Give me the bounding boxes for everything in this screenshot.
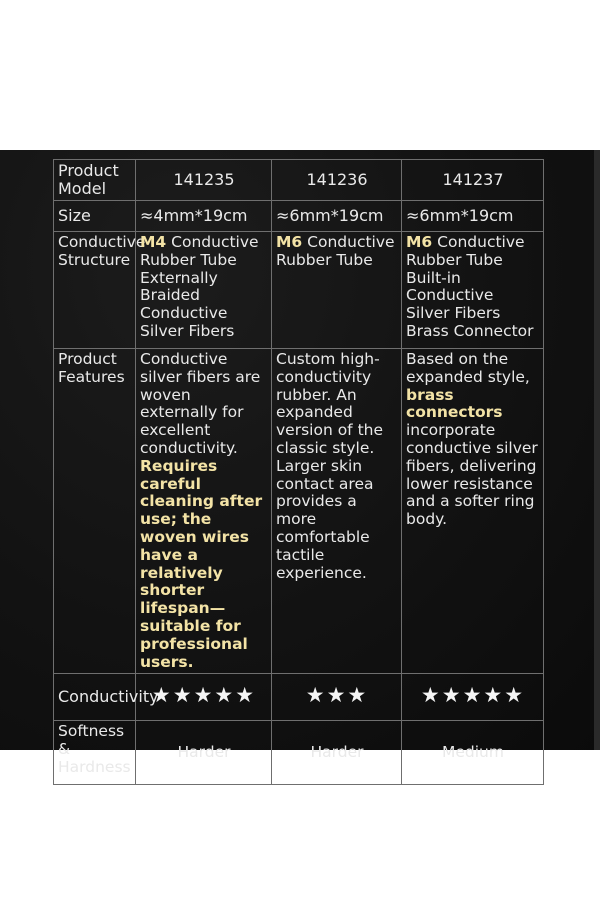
size-value: ≈6mm*19cm [402, 201, 544, 232]
size-value: ≈4mm*19cm [136, 201, 272, 232]
table-row [54, 349, 544, 674]
row-label-product-model: Product Model [54, 160, 136, 201]
structure-cell [272, 232, 402, 349]
table-row [54, 232, 544, 349]
row-label-softness: Softness & Hardness [54, 721, 136, 785]
features-text: Based on the expanded style, [406, 350, 530, 386]
conductivity-stars [272, 674, 402, 721]
structure-text: Conductive Rubber Tube Built-in Conductive Silver Fibers Brass Connector [406, 233, 534, 340]
row-label-conductivity: Conductivity [54, 674, 136, 721]
features-text: Conductive silver fibers are woven externally for excellent conductivity. [140, 350, 261, 457]
model-141235: 141235 [136, 160, 272, 201]
conductivity-stars [402, 674, 544, 721]
product-comparison-table [53, 159, 544, 785]
table-row [54, 160, 544, 201]
table-row [54, 721, 544, 785]
structure-cell [136, 232, 272, 349]
structure-cell [402, 232, 544, 349]
conductivity-stars [136, 674, 272, 721]
model-141237: 141237 [402, 160, 544, 201]
table-row [54, 674, 544, 721]
features-text: Custom high-conductivity rubber. An expanded version of the classic style. Larger skin contact area provides a more comfortable tactile experience. [276, 350, 384, 582]
row-label-conductive-structure: Conductive Structure [54, 232, 136, 349]
structure-highlight: M6 [276, 233, 303, 251]
star-icon: ★★★★★ [420, 683, 526, 708]
row-label-size: Size [54, 201, 136, 232]
structure-text: Conductive Rubber Tube [276, 233, 395, 269]
structure-text: Conductive Rubber Tube Externally Braided Conductive Silver Fibers [140, 233, 259, 340]
model-141236: 141236 [272, 160, 402, 201]
features-cell [402, 349, 544, 674]
structure-highlight: M4 [140, 233, 167, 251]
structure-highlight: M6 [406, 233, 433, 251]
star-icon: ★★★★★ [151, 683, 257, 708]
features-warning: Requires careful cleaning after use; the woven wires have a relatively shorter lifespan—suitable for professional users. [140, 456, 263, 671]
star-icon: ★★★ [305, 683, 369, 708]
size-value: ≈6mm*19cm [272, 201, 402, 232]
softness-value: Harder [136, 721, 272, 785]
table-row [54, 201, 544, 232]
softness-value: Medium [402, 721, 544, 785]
features-cell [272, 349, 402, 674]
features-highlight: brass connectors [406, 385, 503, 422]
features-cell [136, 349, 272, 674]
features-text: incorporate conductive silver fibers, delivering lower resistance and a softer ring body. [406, 421, 538, 529]
softness-value: Harder [272, 721, 402, 785]
row-label-product-features: Product Features [54, 349, 136, 674]
